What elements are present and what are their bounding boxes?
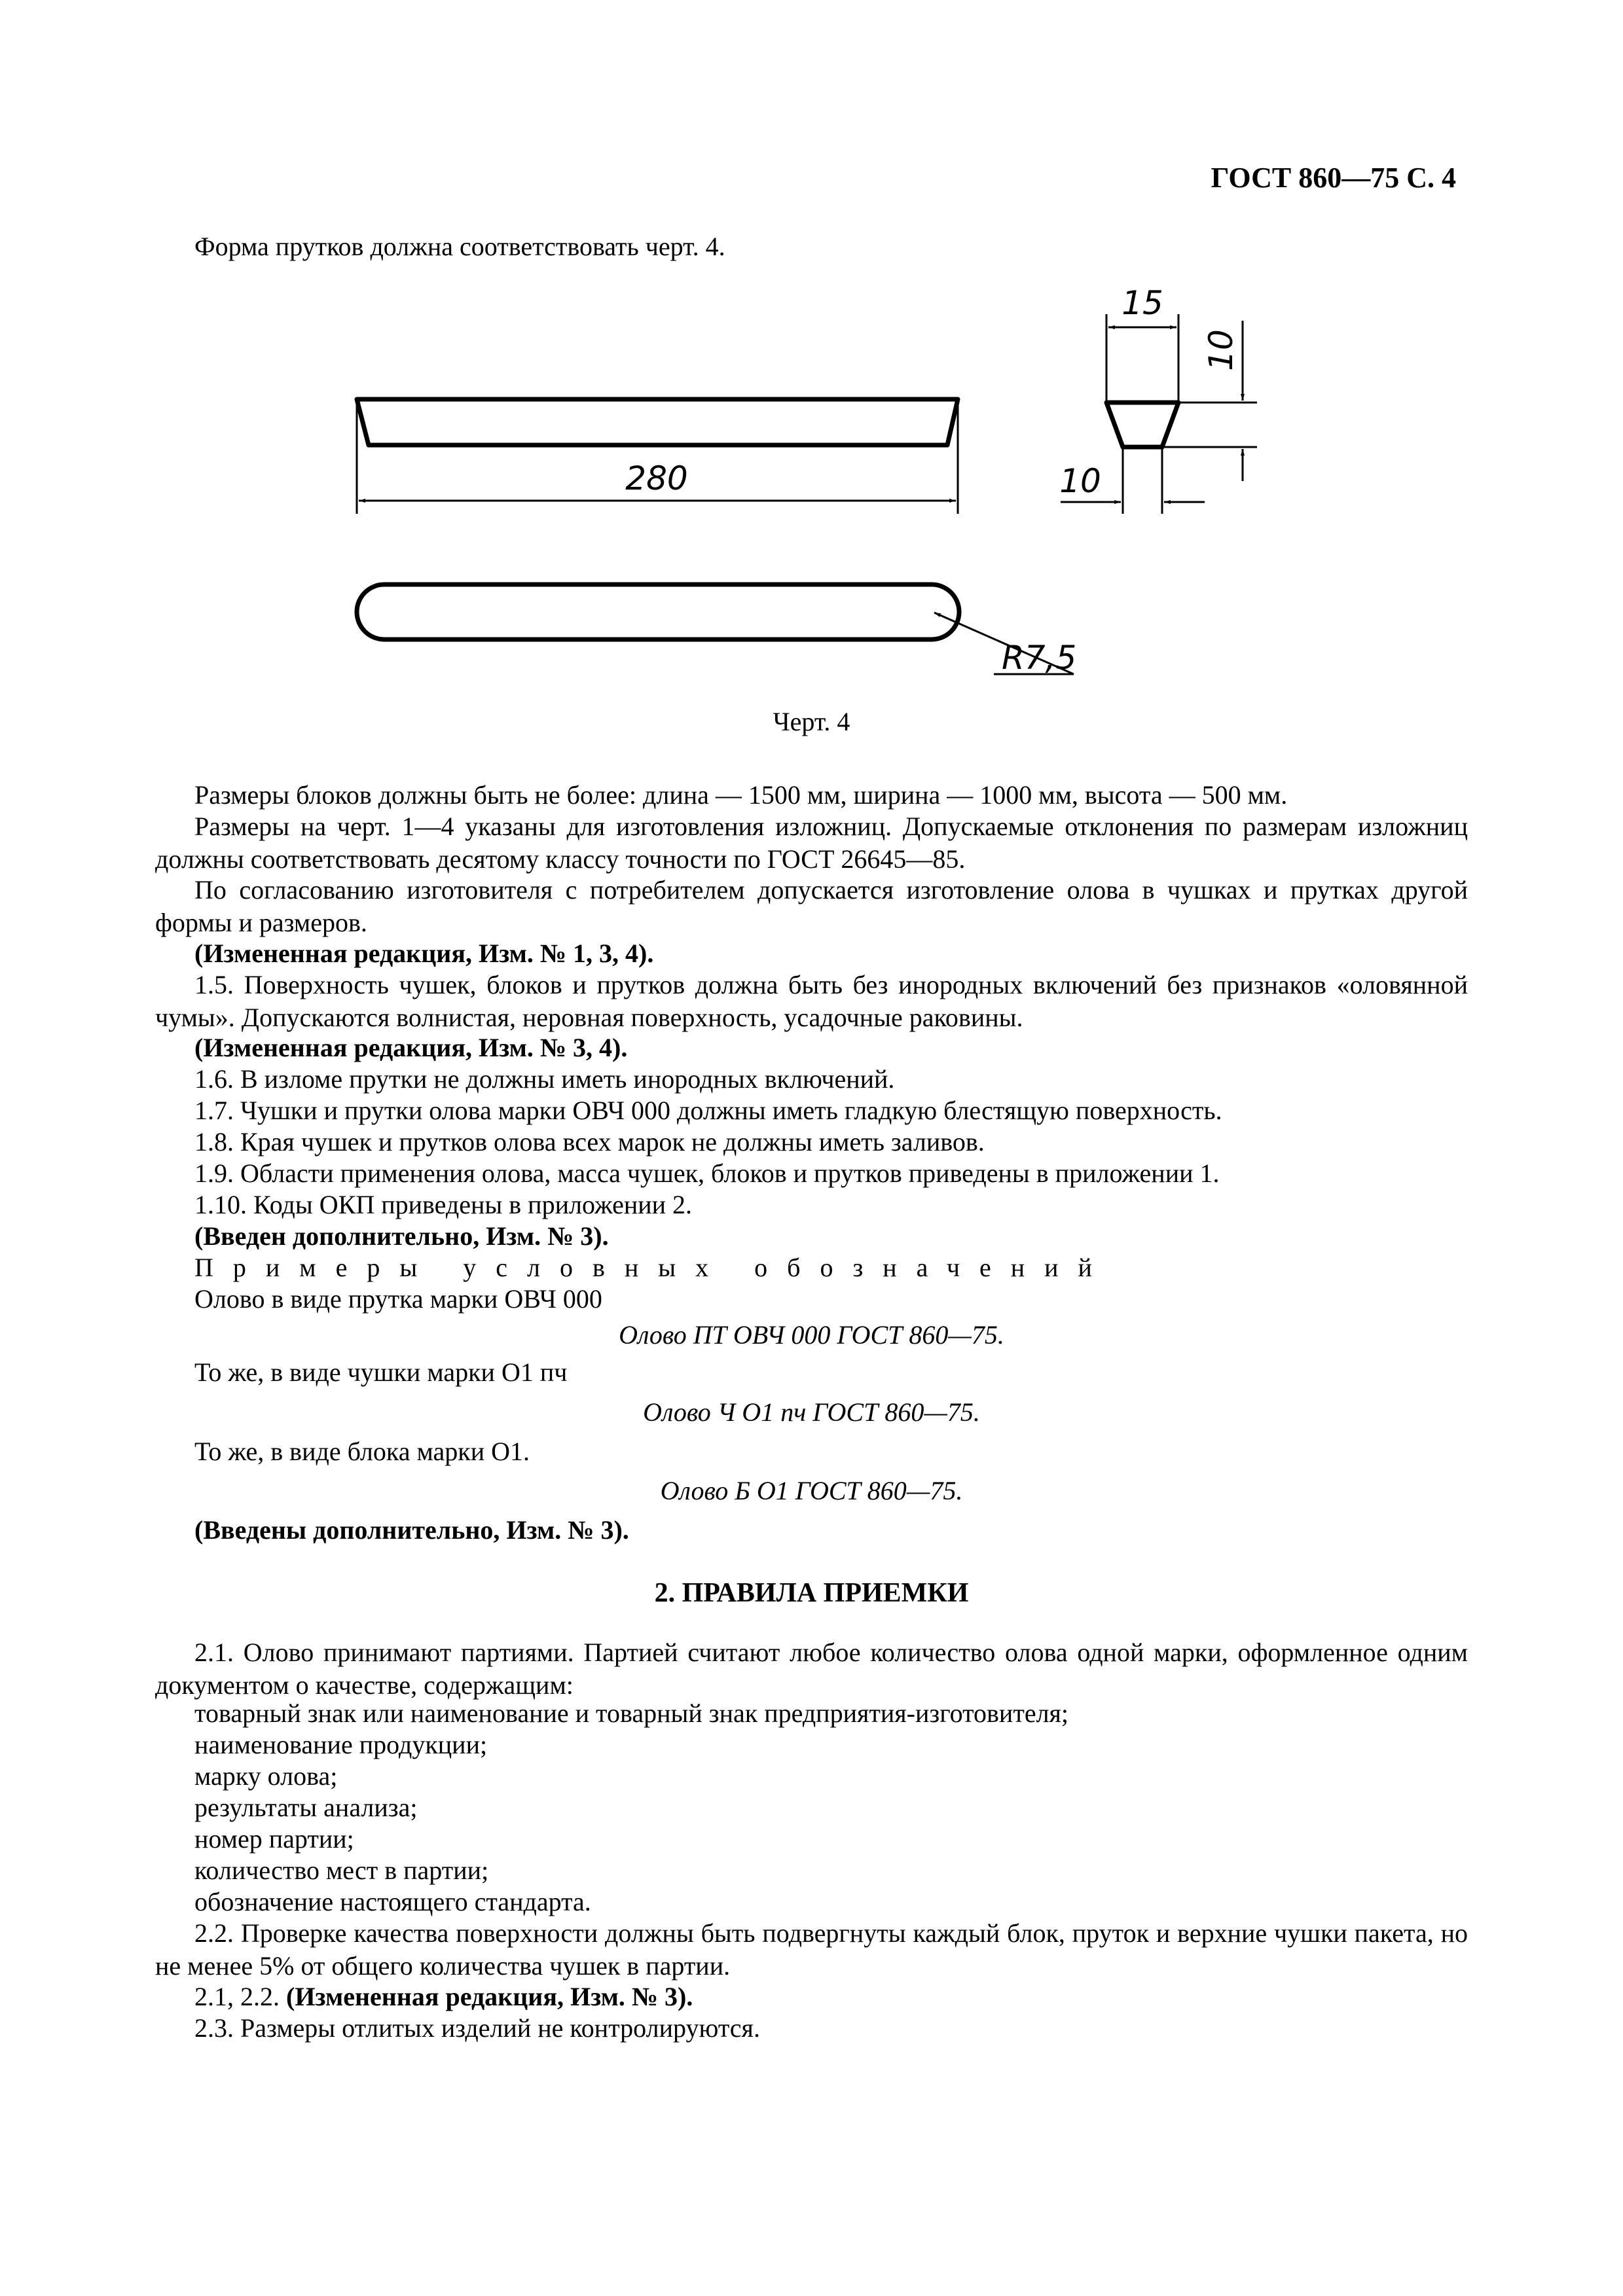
para-1-5: 1.5. Поверхность чушек, блоков и прутков должна быть без инородных включений без признаков «оловянной чумы». Допускаются волнистая, неровная поверхность, усадочные раковины.: [155, 970, 1468, 1032]
list-item: номер партии;: [194, 1824, 354, 1854]
amendment-note-3: (Введен дополнительно, Изм. № 3).: [194, 1221, 609, 1251]
length-dimension-label: 280: [625, 459, 688, 497]
list-item: наименование продукции;: [194, 1730, 488, 1759]
para-block-sizes: Размеры блоков должны быть не более: длина — 1500 мм, ширина — 1000 мм, высота — 500 мм.: [194, 780, 1288, 810]
cross-section-outline: [1106, 403, 1178, 447]
drawing-caption: Черт. 4: [773, 707, 850, 736]
para-1-10: 1.10. Коды ОКП приведены в приложении 2.: [194, 1190, 693, 1219]
intro-text: Форма прутков должна соответствовать черт. 4.: [194, 232, 725, 261]
section-2-title: 2. ПРАВИЛА ПРИЕМКИ: [654, 1578, 969, 1608]
amendment-prefix: 2.1, 2.2.: [194, 1982, 286, 2011]
bottom-width-dimension-label: 10: [1059, 462, 1101, 500]
para-1-6: 1.6. В изломе прутки не должны иметь инородных включений.: [194, 1064, 895, 1094]
para-2-1: 2.1. Олово принимают партиями. Партией считают любое количество олова одной марки, оформленное одним документом о качестве, содержащим:: [155, 1638, 1468, 1700]
examples-heading: Примеры условных обозначений: [194, 1253, 1112, 1282]
example-1-text: Олово в виде прутка марки ОВЧ 000: [194, 1284, 602, 1314]
list-item: количество мест в партии;: [194, 1856, 489, 1885]
para-1-9: 1.9. Области применения олова, масса чушек, блоков и прутков приведены в приложении 1.: [194, 1158, 1220, 1188]
amendment-note-1: (Измененная редакция, Изм. № 1, 3, 4).: [194, 939, 654, 968]
example-2-text: То же, в виде чушки марки О1 пч: [194, 1357, 568, 1387]
list-item: обозначение настоящего стандарта.: [194, 1887, 591, 1916]
bar-top-view: [357, 584, 959, 639]
para-1-7: 1.7. Чушки и прутки олова марки ОВЧ 000 должны иметь гладкую блестящую поверхность.: [194, 1096, 1222, 1125]
para-other-forms: По согласованию изготовителя с потребителем допускается изготовление олова в чушках и прутках другой формы и размеров.: [155, 875, 1468, 937]
amendment-note-2: (Измененная редакция, Изм. № 3, 4).: [194, 1033, 628, 1062]
height-dimension-label: 10: [1202, 329, 1240, 371]
top-width-dimension-label: 15: [1122, 284, 1163, 322]
example-3-text: То же, в виде блока марки О1.: [194, 1437, 530, 1466]
list-item: результаты анализа;: [194, 1793, 418, 1822]
example-1-designation: Олово ПТ ОВЧ 000 ГОСТ 860—75.: [619, 1320, 1004, 1350]
list-item: товарный знак или наименование и товарный знак предприятия-изготовителя;: [194, 1698, 1069, 1728]
list-item: марку олова;: [194, 1761, 338, 1791]
example-3-designation: Олово Б О1 ГОСТ 860—75.: [660, 1476, 963, 1505]
para-mold-sizes: Размеры на черт. 1—4 указаны для изготовления изложниц. Допускаемые отклонения по размерам изложниц должны соответствовать десятому классу точности по ГОСТ 26645—85.: [155, 812, 1468, 874]
para-2-2: 2.2. Проверке качества поверхности должны быть подвергнуты каждый блок, пруток и верхние чушки пакета, но не менее 5% от общего количества чушек в партии.: [155, 1918, 1468, 1981]
para-2-3: 2.3. Размеры отлитых изделий не контролируются.: [194, 2013, 760, 2043]
radius-label: R7,5: [1002, 639, 1077, 677]
bar-side-outline: [357, 399, 958, 445]
drawing-4: [0, 0, 1623, 753]
example-2-designation: Олово Ч О1 пч ГОСТ 860—75.: [643, 1397, 980, 1427]
amendment-note-5: (Измененная редакция, Изм. № 3).: [286, 1982, 693, 2011]
para-2-1-2-2-amendment: [194, 1981, 693, 2013]
amendment-note-4: (Введены дополнительно, Изм. № 3).: [194, 1515, 629, 1545]
page-header: ГОСТ 860—75 С. 4: [1211, 162, 1456, 194]
para-1-8: 1.8. Края чушек и прутков олова всех марок не должны иметь заливов.: [194, 1127, 985, 1157]
